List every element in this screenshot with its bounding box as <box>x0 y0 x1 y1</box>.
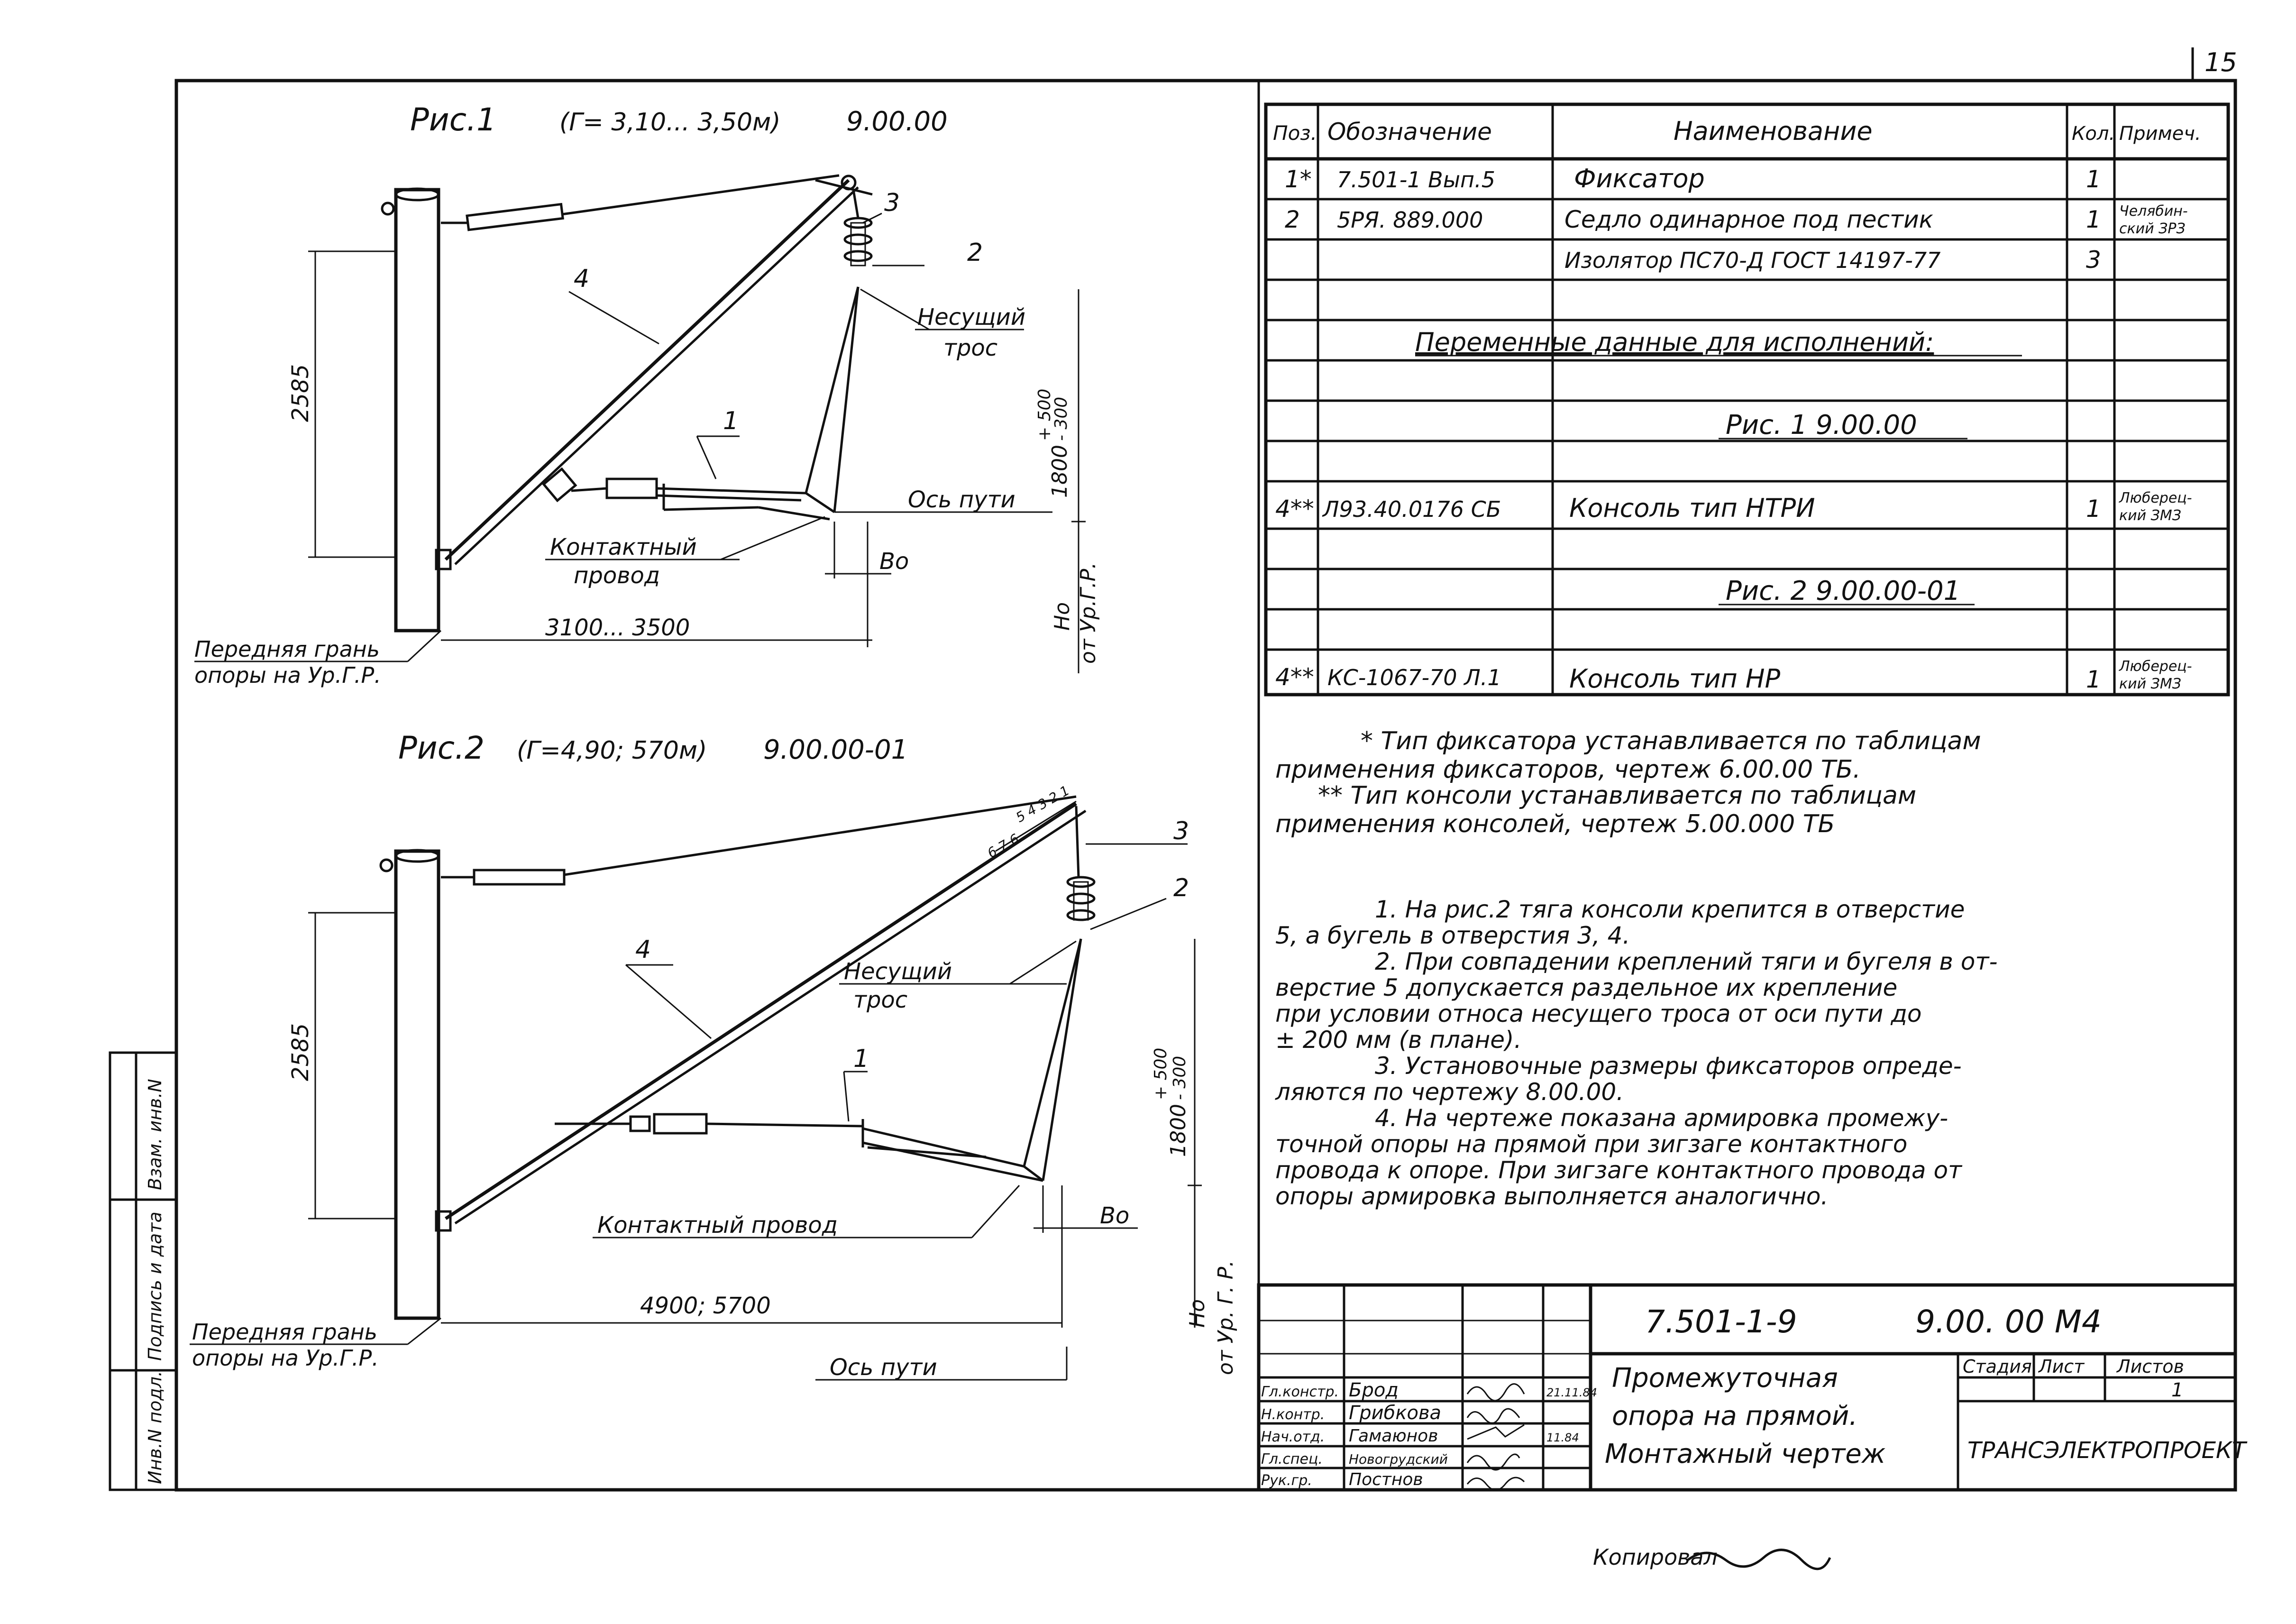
footnote-1-line-1: * Тип фиксатора устанавливается по таблицам <box>1361 727 1981 755</box>
footnote-2-line-1: ** Тип консоли устанавливается по таблицам <box>1318 781 1917 810</box>
note-line-5: при условии относа несущего троса от оси пути до <box>1275 1000 1922 1028</box>
spec-r1-qty: 1 <box>2086 165 2101 193</box>
fig1-stay-rod <box>382 175 839 230</box>
doc-title-line-3: Монтажный чертеж <box>1605 1439 1886 1469</box>
sig-name-5: Постнов <box>1349 1470 1423 1489</box>
sig-name-1: Брод <box>1349 1379 1399 1401</box>
spec-r1-designation: 7.501-1 Вып.5 <box>1337 167 1496 193</box>
spec-r13-note-1: Люберец- <box>2119 658 2192 675</box>
fig2-insulator <box>1068 806 1094 920</box>
fig1-label-contact-2: провод <box>574 562 660 589</box>
side-stamp <box>110 1053 176 1490</box>
spec-header-name: Наименование <box>1674 116 1873 146</box>
sig-date-3: 11.84 <box>1546 1431 1579 1444</box>
svg-text:3100... 3500: 3100... 3500 <box>545 615 690 641</box>
note-line-3: 2. При совпадении креплений тяги и бугеля в от- <box>1375 948 1998 975</box>
spec-r9-note-2: кий ЗМЗ <box>2119 507 2182 524</box>
sig-role-2: Н.контр. <box>1261 1406 1325 1423</box>
spec-section-variable: Переменные данные для исполнений: <box>1415 327 1934 357</box>
spec-table <box>1266 104 2228 695</box>
fig1-front-face <box>194 631 441 688</box>
side-stamp-sign: Подпись и дата <box>145 1211 165 1361</box>
sheet-label: Лист <box>2039 1356 2085 1377</box>
svg-text:опоры на Ур.Г.Р.: опоры на Ур.Г.Р. <box>194 662 381 688</box>
spec-r9-name: Консоль тип НТРИ <box>1569 493 1815 523</box>
sig-role-5: Рук.гр. <box>1261 1472 1312 1489</box>
spec-r13-qty: 1 <box>2086 666 2101 693</box>
svg-text:2585: 2585 <box>287 364 314 422</box>
fig2-catenary <box>1024 939 1081 1181</box>
organization: ТРАНСЭЛЕКТРОПРОЕКТ <box>1967 1437 2246 1464</box>
sig-name-2: Грибкова <box>1349 1402 1442 1424</box>
spec-r13-pos: 4** <box>1275 663 1314 691</box>
note-line-12: опоры армировка выполняется аналогично. <box>1275 1183 1829 1210</box>
fig1-callout-1: 1 <box>723 407 739 435</box>
fig1-dim-ho <box>1050 562 1100 664</box>
spec-header-note: Примеч. <box>2119 123 2201 145</box>
spec-header-designation: Обозначение <box>1327 118 1492 146</box>
svg-text:+ 500: + 500 <box>1151 1047 1171 1100</box>
fig2-callout-3: 3 <box>1173 817 1189 845</box>
svg-text:1800: 1800 <box>1048 445 1072 498</box>
spec-r9-designation: Л93.40.0176 СБ <box>1323 496 1501 522</box>
fig1-catenary <box>806 287 858 512</box>
spec-r2-qty: 1 <box>2086 206 2101 233</box>
fig2-label-track-axis: Ось пути <box>830 1354 937 1381</box>
spec-r9-qty: 1 <box>2086 495 2101 523</box>
spec-r2-note-1: Челябин- <box>2119 203 2188 220</box>
spec-r1-pos: 1* <box>1285 165 1312 193</box>
svg-text:- 300: - 300 <box>1170 1055 1189 1100</box>
fig2-front-face <box>190 1318 441 1371</box>
title-block <box>1259 1285 2248 1490</box>
note-line-1: 1. На рис.2 тяга консоли крепится в отверстие <box>1375 896 1965 923</box>
spec-header-pos: Поз. <box>1273 121 1317 145</box>
svg-text:4900; 5700: 4900; 5700 <box>640 1293 771 1319</box>
note-line-8: ляются по чертежу 8.00.00. <box>1275 1078 1624 1106</box>
spec-r2-designation: 5РЯ. 889.000 <box>1337 207 1483 233</box>
signature-scribble-2 <box>1467 1409 1519 1423</box>
notes <box>1275 896 1998 1210</box>
svg-text:опоры на Ур.Г.Р.: опоры на Ур.Г.Р. <box>192 1345 379 1371</box>
spec-section-fig1: Рис. 1 9.00.00 <box>1726 410 1917 440</box>
svg-text:трос: трос <box>853 987 908 1013</box>
fig2-callout-1: 1 <box>853 1045 869 1073</box>
spec-r3-qty: 3 <box>2086 246 2101 274</box>
svg-text:Несущий: Несущий <box>844 958 952 985</box>
fig2-console-brace <box>436 801 1086 1230</box>
note-line-4: верстие 5 допускается раздельное их крепление <box>1275 974 1898 1001</box>
fig2-callout-2: 2 <box>1173 874 1189 902</box>
fig2-dim-vertical <box>1151 939 1202 1328</box>
spec-r1-name: Фиксатор <box>1574 164 1705 193</box>
copied-by: Копировал <box>1593 1544 1718 1570</box>
svg-text:Передняя грань: Передняя грань <box>192 1319 377 1345</box>
fig1-label-contact-1: Контактный <box>550 534 697 560</box>
fig1-callout-2: 2 <box>967 239 983 267</box>
spec-r13-designation: КС-1067-70 Л.1 <box>1327 665 1501 690</box>
doc-title-line-1: Промежуточная <box>1612 1363 1838 1394</box>
sig-date-1: 21.11.84 <box>1546 1386 1597 1399</box>
figure-1 <box>194 101 1100 688</box>
note-line-9: 4. На чертеже показана армировка промежу- <box>1375 1104 1948 1132</box>
fig2-label-bo: Во <box>1100 1202 1130 1229</box>
svg-text:1800: 1800 <box>1166 1104 1190 1157</box>
doc-title-line-2: опора на прямой. <box>1612 1401 1858 1431</box>
fig1-console-brace <box>436 176 872 569</box>
spec-r13-note-2: кий ЗМЗ <box>2119 676 2182 692</box>
fig2-dim-ho <box>1185 1260 1238 1375</box>
fig1-callout-4: 4 <box>574 265 590 293</box>
fig2-dim-height <box>287 913 396 1219</box>
fig2-params: (Г=4,90; 570м) <box>517 736 707 765</box>
fig1-insulator <box>845 190 871 266</box>
fig2-dim-span <box>441 1185 1062 1328</box>
signature-scribble-1 <box>1467 1384 1524 1401</box>
spec-r13-name: Консоль тип НР <box>1569 664 1781 694</box>
side-stamp-inv: Инв.N подл. <box>145 1371 165 1484</box>
svg-text:Но: Но <box>1185 1299 1209 1328</box>
fig2-label-contact-wire: Контактный провод <box>597 1212 838 1239</box>
footnotes <box>1275 727 1981 838</box>
fig2-dim-bo <box>1034 1185 1138 1233</box>
stage-label: Стадия <box>1963 1356 2032 1377</box>
svg-text:- 300: - 300 <box>1052 396 1071 441</box>
signature-scribble-3 <box>1467 1425 1524 1439</box>
fig1-title: Рис.1 <box>410 101 496 138</box>
spec-r2-name: Седло одинарное под пестик <box>1564 206 1933 233</box>
sig-role-4: Гл.спец. <box>1261 1451 1323 1468</box>
page-number: 15 <box>2205 47 2237 77</box>
sig-role-1: Гл.констр. <box>1261 1384 1339 1400</box>
svg-text:2585: 2585 <box>287 1023 314 1081</box>
spec-r3-name: Изолятор ПС70-Д ГОСТ 14197-77 <box>1564 248 1941 273</box>
fig2-hole-numbers: 5 4 3 2 1 <box>1013 782 1072 826</box>
fig2-code: 9.00.00-01 <box>763 734 908 765</box>
svg-text:от Ур.Г.Р.: от Ур.Г.Р. <box>1076 562 1100 664</box>
note-line-6: ± 200 мм (в плане). <box>1275 1026 1522 1054</box>
fig2-pole <box>396 850 439 1318</box>
svg-text:Передняя грань: Передняя грань <box>194 636 380 662</box>
note-line-11: провода к опоре. При зигзаге контактного провода от <box>1275 1156 1962 1184</box>
footnote-1-line-2: применения фиксаторов, чертеж 6.00.00 ТБ. <box>1275 755 1861 784</box>
fig1-params: (Г= 3,10... 3,50м) <box>559 108 781 137</box>
spec-section-fig2: Рис. 2 9.00.00-01 <box>1726 576 1961 606</box>
fig2-hole-numbers2: 6 7 6 <box>985 830 1022 862</box>
sheet-frame <box>176 81 2235 1490</box>
fig1-label-track-axis: Ось пути <box>908 486 1015 513</box>
footnote-2-line-2: применения консолей, чертеж 5.00.000 ТБ <box>1275 810 1835 838</box>
figure-2 <box>190 730 1238 1381</box>
fig1-pole <box>396 189 439 631</box>
svg-text:Но: Но <box>1050 602 1074 631</box>
sig-role-3: Нач.отд. <box>1261 1429 1325 1445</box>
sig-name-3: Гамаюнов <box>1349 1426 1438 1446</box>
note-line-7: 3. Установочные размеры фиксаторов опреде- <box>1375 1052 1962 1080</box>
svg-text:+ 500: + 500 <box>1035 388 1054 441</box>
fig1-dim-height <box>287 251 396 557</box>
sheets-label: Листов <box>2117 1356 2184 1377</box>
note-line-2: 5, а бугель в отверстия 3, 4. <box>1275 922 1630 949</box>
sig-name-4: Новогрудский <box>1349 1451 1448 1467</box>
spec-header-qty: Кол. <box>2072 123 2115 145</box>
fig1-label-bo: Во <box>879 548 909 575</box>
sheets-value: 1 <box>2171 1379 2184 1401</box>
fig1-callout-3: 3 <box>884 189 900 217</box>
fig2-registration-arm <box>555 1114 1043 1181</box>
fig2-callout-4: 4 <box>635 936 651 964</box>
fig1-registration-arm <box>544 469 830 519</box>
fig1-label-carrier-1: Несущий <box>917 304 1026 330</box>
fig1-label-carrier-2: трос <box>943 335 998 361</box>
note-line-10: точной опоры на прямой при зигзаге контактного <box>1275 1130 1908 1158</box>
doc-code: 9.00. 00 М4 <box>1915 1303 2102 1340</box>
doc-number: 7.501-1-9 <box>1645 1303 1797 1340</box>
side-stamp-replace: Взам. инв.N <box>145 1079 165 1190</box>
fig2-title: Рис.2 <box>398 730 485 766</box>
fig1-code: 9.00.00 <box>846 106 948 137</box>
svg-text:от Ур. Г. Р.: от Ур. Г. Р. <box>1214 1260 1238 1375</box>
spec-r2-note-2: ский ЗРЗ <box>2119 220 2186 237</box>
spec-r2-pos: 2 <box>1285 206 1300 233</box>
spec-r9-pos: 4** <box>1275 495 1314 523</box>
spec-r9-note-1: Люберец- <box>2119 490 2192 506</box>
